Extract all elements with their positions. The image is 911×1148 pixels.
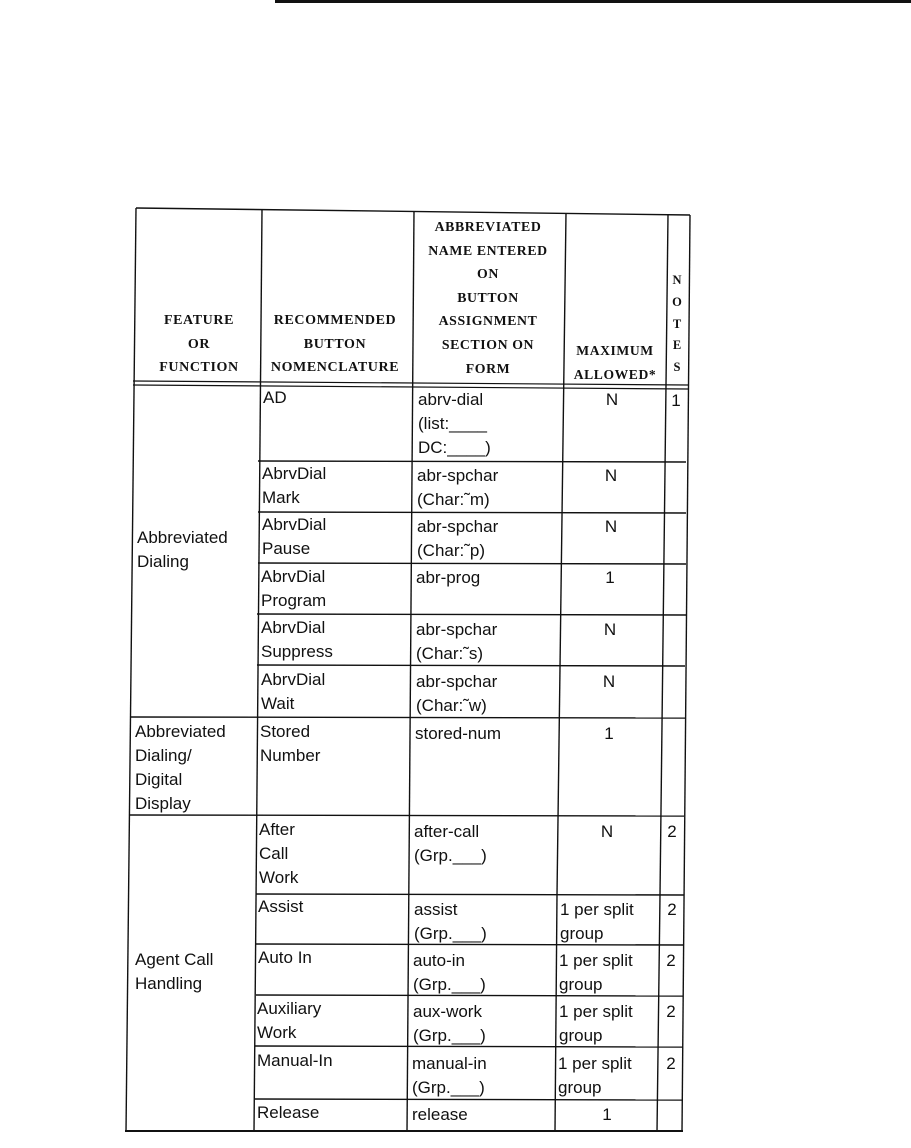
button-nomenclature: AbrvDial Pause [262,515,327,558]
button-nomenclature: After Call Work [259,820,299,887]
button-nomenclature: AbrvDial Wait [261,670,326,713]
header-nomenclature: RECOMMENDED BUTTON NOMENCLATURE [270,313,400,376]
abbreviated-name: assist (Grp.___) [414,900,487,943]
button-nomenclature: AbrvDial Program [261,567,327,610]
abbreviated-name: abrv-dial (list:____ DC:____) [418,390,491,457]
header-maximum: MAXIMUM ALLOWED* [573,343,657,382]
abbreviated-name: after-call (Grp.___) [414,822,487,865]
button-nomenclature: Auto In [258,948,312,967]
abbreviated-name: abr-spchar (Char:˜m) [417,466,499,509]
abbreviated-name: release [412,1105,468,1124]
abbreviated-name: aux-work (Grp.___) [413,1002,486,1045]
button-nomenclature: Stored Number [260,722,321,765]
maximum-allowed: 1 [602,1105,612,1124]
abbreviated-name: abr-spchar (Char:˜s) [416,620,498,663]
maximum-allowed: N [600,822,614,841]
button-nomenclature: Assist [258,897,304,916]
notes-value: 1 [671,391,681,410]
abbreviated-name: manual-in (Grp.___) [412,1054,487,1097]
button-nomenclature: Release [257,1103,320,1122]
maximum-allowed: 1 per split group [560,900,634,943]
notes-value: 2 [666,1002,676,1021]
notes-value: 2 [666,1054,676,1073]
maximum-allowed: N [605,390,619,409]
notes-value: 2 [666,951,676,970]
notes-value: 2 [667,822,677,841]
header-notes: N O T E S [672,273,682,375]
header-feature: FEATURE OR FUNCTION [159,313,239,376]
maximum-allowed: N [603,620,617,639]
maximum-allowed: N [604,466,618,485]
button-nomenclature: Auxiliary Work [257,999,322,1042]
header-abbreviated-name: ABBREVIATED NAME ENTERED ON BUTTON ASSIGNMENT SECTION ON FORM [428,219,548,376]
maximum-allowed: 1 per split group [559,1002,633,1045]
notes-value: 2 [667,900,677,919]
abbreviated-name: auto-in (Grp.___) [413,951,486,994]
maximum-allowed: 1 [605,568,615,587]
feature-abbreviated-dialing-digital-display: Abbreviated Dialing/ Digital Display [135,722,226,813]
maximum-allowed: 1 per split group [558,1054,632,1097]
feature-agent-call-handling: Agent Call Handling [135,950,214,993]
abbreviated-name: stored-num [415,724,501,743]
button-nomenclature: AbrvDial Suppress [261,618,333,661]
button-nomenclature: Manual-In [257,1051,333,1070]
maximum-allowed: N [602,672,616,691]
button-nomenclature: AbrvDial Mark [262,464,327,507]
abbreviated-name: abr-spchar (Char:˜p) [417,517,499,560]
feature-abbreviated-dialing: Abbreviated Dialing [137,528,228,571]
maximum-allowed: 1 [604,724,614,743]
maximum-allowed: 1 per split group [559,951,633,994]
maximum-allowed: N [604,517,618,536]
abbreviated-name: abr-prog [416,568,481,587]
button-nomenclature: AD [263,388,287,407]
abbreviated-name: abr-spchar (Char:˜w) [416,672,498,715]
